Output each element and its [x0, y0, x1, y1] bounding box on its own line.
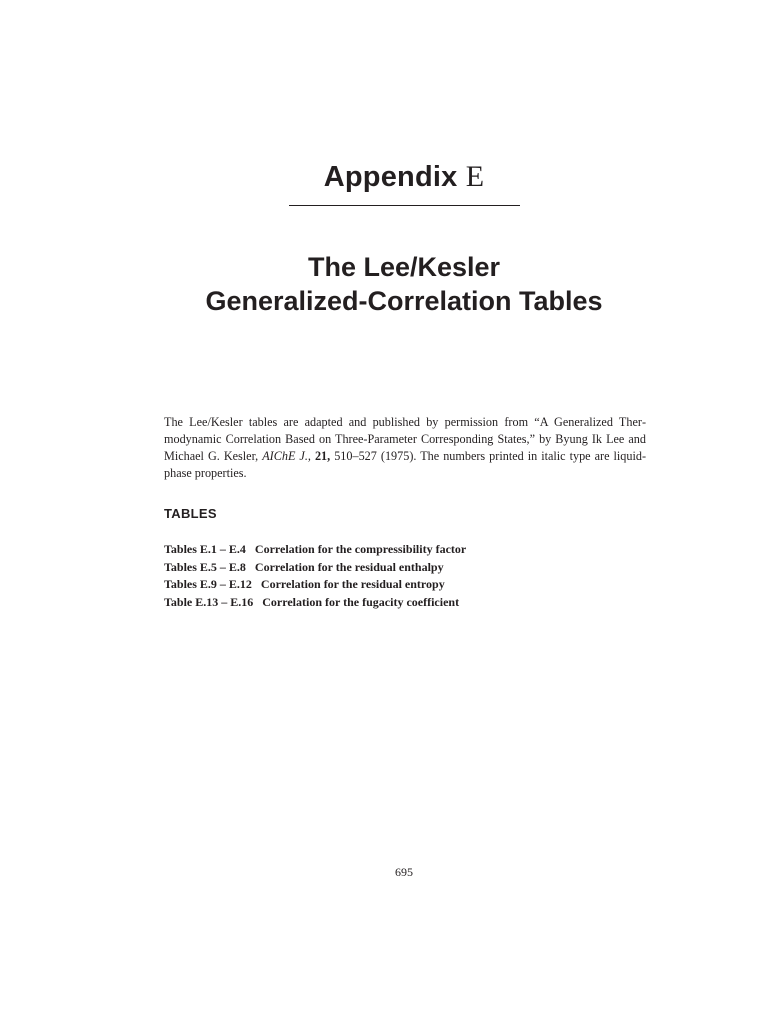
appendix-letter: E	[465, 160, 485, 193]
table-range: Tables E.5 – E.8	[164, 559, 246, 574]
table-description: Correlation for the residual entropy	[260, 577, 445, 591]
table-description: Correlation for the fugacity coefficient	[262, 594, 460, 609]
chapter-title	[0, 250, 768, 318]
table-row	[164, 594, 646, 612]
table-row	[164, 541, 646, 559]
page-number: 695	[395, 865, 413, 879]
chapter-title-line-2: Generalized-Correlation Tables	[205, 286, 603, 316]
journal-volume: 21,	[314, 449, 331, 463]
table-range: Tables E.1 – E.4	[164, 542, 246, 556]
tables-list	[164, 541, 646, 611]
intro-text-part-2: 510–527 (1975). The numbers printed in italic type are liquid-phase properties.	[164, 449, 647, 480]
table-range: Tables E.9 – E.12	[164, 577, 252, 591]
table-description: Correlation for the compressibility factor	[254, 542, 467, 556]
journal-name: AIChE J.,	[262, 449, 311, 463]
intro-text-part-1: The Lee/Kesler tables are adapted and published by permission from “A Generalized Thermodynamic Correlation Based on Three-Parameter Corresponding States,” by Byung Ik Lee and Michael G. Kesler,	[164, 415, 646, 463]
intro-paragraph	[164, 414, 646, 482]
table-row	[164, 559, 646, 577]
tables-heading: TABLES	[164, 506, 217, 521]
heading-rule	[289, 205, 520, 206]
appendix-label: Appendix	[323, 161, 458, 193]
table-row	[164, 576, 646, 594]
chapter-title-line-1: The Lee/Kesler	[307, 252, 501, 282]
table-description: Correlation for the residual enthalpy	[254, 559, 444, 574]
table-range: Table E.13 – E.16	[164, 594, 254, 609]
appendix-heading	[0, 160, 768, 194]
